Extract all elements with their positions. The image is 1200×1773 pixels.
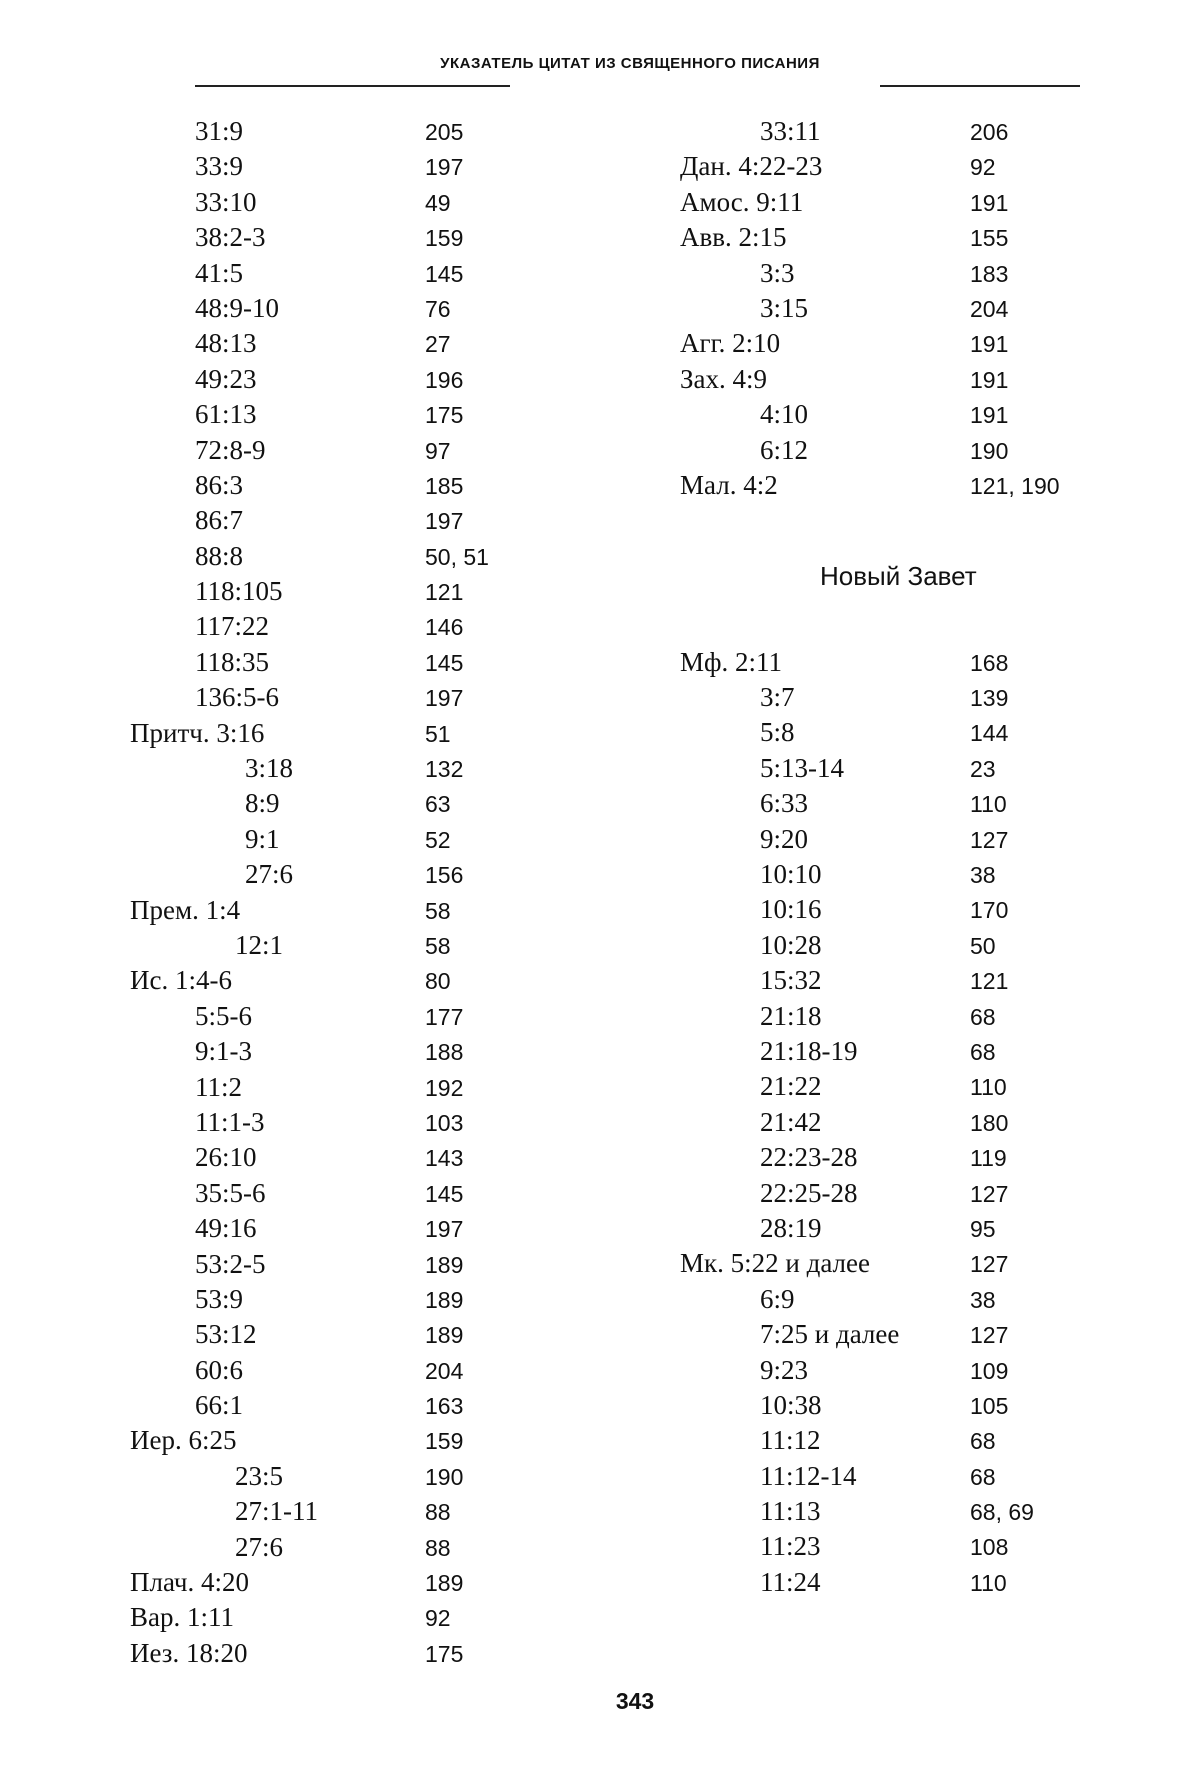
scripture-reference: 12:1 <box>235 929 284 960</box>
scripture-reference: 48:9-10 <box>195 292 279 323</box>
page-reference: 80 <box>425 968 451 995</box>
page-reference: 155 <box>970 225 1009 252</box>
page-reference: 132 <box>425 756 464 783</box>
page-reference: 180 <box>970 1109 1009 1136</box>
scripture-reference: 11:12-14 <box>760 1460 857 1491</box>
index-entry <box>130 293 550 328</box>
index-entry <box>680 435 1100 470</box>
page-reference: 50, 51 <box>425 543 489 570</box>
index-entry <box>680 753 1100 788</box>
scripture-reference: 5:5-6 <box>195 1000 252 1031</box>
scripture-reference: 21:18-19 <box>760 1035 858 1066</box>
page-reference: 170 <box>970 897 1009 924</box>
scripture-reference: Амос. 9:11 <box>680 186 804 217</box>
scripture-reference: 136:5-6 <box>195 682 279 713</box>
new-testament-entries <box>680 647 1100 1603</box>
page-reference: 119 <box>970 1145 1007 1172</box>
scripture-reference: 21:22 <box>760 1071 822 1102</box>
scripture-reference: 26:10 <box>195 1142 257 1173</box>
page-reference: 185 <box>425 472 464 499</box>
scripture-reference: 9:20 <box>760 823 809 854</box>
scripture-reference: 9:1-3 <box>195 1036 252 1067</box>
scripture-reference: Дан. 4:22-23 <box>680 151 823 182</box>
page-reference: 159 <box>425 1428 464 1455</box>
page-reference: 68 <box>970 1003 996 1030</box>
scripture-reference: Мф. 2:11 <box>680 646 783 677</box>
index-entry <box>680 1531 1100 1566</box>
index-entry <box>680 1213 1100 1248</box>
page-reference: 143 <box>425 1145 464 1172</box>
index-entry <box>130 1496 550 1531</box>
page-reference: 92 <box>970 154 996 181</box>
page-reference: 156 <box>425 862 464 889</box>
index-entry <box>130 399 550 434</box>
scripture-reference: 7:25 и далее <box>760 1319 900 1350</box>
page-reference: 105 <box>970 1392 1009 1419</box>
page-reference: 144 <box>970 720 1009 747</box>
index-entry <box>680 222 1100 257</box>
index-entry <box>130 611 550 646</box>
page-reference: 127 <box>970 1322 1009 1349</box>
page-reference: 121 <box>425 579 464 606</box>
scripture-reference: Ис. 1:4-6 <box>130 965 232 996</box>
page-reference: 159 <box>425 225 464 252</box>
scripture-reference: 11:13 <box>760 1496 821 1527</box>
page-reference: 192 <box>425 1074 464 1101</box>
page-reference: 191 <box>970 189 1009 216</box>
index-entry <box>680 930 1100 965</box>
page-reference: 76 <box>425 295 451 322</box>
scripture-reference: 27:6 <box>245 859 294 890</box>
scripture-reference: 41:5 <box>195 257 244 288</box>
page-reference: 88 <box>425 1499 451 1526</box>
page-reference: 110 <box>970 791 1007 818</box>
index-entry <box>130 222 550 257</box>
page-reference: 68 <box>970 1428 996 1455</box>
index-entry <box>130 1072 550 1107</box>
scripture-reference: Вар. 1:11 <box>130 1602 234 1633</box>
page-reference: 163 <box>425 1393 464 1420</box>
scripture-reference: 86:3 <box>195 469 244 500</box>
index-entry <box>130 1532 550 1567</box>
index-entry <box>680 293 1100 328</box>
page-reference: 197 <box>425 154 464 181</box>
page-reference: 197 <box>425 508 464 535</box>
scripture-reference: 118:105 <box>195 576 283 607</box>
header-title: УКАЗАТЕЛЬ ЦИТАТ ИЗ СВЯЩЕННОГО ПИСАНИЯ <box>440 55 820 72</box>
index-entry <box>680 1461 1100 1496</box>
index-entry <box>680 894 1100 929</box>
scripture-reference: 8:9 <box>245 788 280 819</box>
index-entry <box>130 718 550 753</box>
scripture-reference: 6:12 <box>760 434 809 465</box>
scripture-reference: 4:10 <box>760 399 809 430</box>
scripture-reference: 22:25-28 <box>760 1177 858 1208</box>
running-header <box>0 55 1200 95</box>
index-entry <box>130 328 550 363</box>
page-reference: 27 <box>425 331 451 358</box>
index-entry <box>130 1425 550 1460</box>
index-entry <box>680 824 1100 859</box>
index-entry <box>130 1390 550 1425</box>
page-reference: 139 <box>970 685 1009 712</box>
scripture-reference: 28:19 <box>760 1212 822 1243</box>
page-number: 343 <box>615 1688 655 1714</box>
page-reference: 197 <box>425 1216 464 1243</box>
scripture-reference: 53:9 <box>195 1283 244 1314</box>
page-reference: 58 <box>425 897 451 924</box>
section-heading: Новый Завет <box>820 560 977 591</box>
page-reference: 191 <box>970 402 1009 429</box>
index-entry <box>130 1213 550 1248</box>
scripture-reference: 23:5 <box>235 1460 284 1491</box>
scripture-reference: 88:8 <box>195 540 244 571</box>
scripture-reference: Агг. 2:10 <box>680 328 781 359</box>
scripture-reference: 33:10 <box>195 186 257 217</box>
page-reference: 175 <box>425 1640 464 1667</box>
index-entry <box>130 116 550 151</box>
index-entry <box>130 505 550 540</box>
index-entry <box>680 187 1100 222</box>
index-entry <box>680 1284 1100 1319</box>
index-entry <box>680 364 1100 399</box>
index-entry <box>680 1036 1100 1071</box>
scripture-reference: 5:13-14 <box>760 752 844 783</box>
header-rule-right <box>880 85 1080 87</box>
page-reference: 189 <box>425 1251 464 1278</box>
page-reference: 110 <box>970 1074 1007 1101</box>
scripture-reference: 11:2 <box>195 1071 242 1102</box>
scripture-reference: 5:8 <box>760 717 795 748</box>
index-entry <box>130 1142 550 1177</box>
index-entry <box>130 965 550 1000</box>
page-reference: 92 <box>425 1605 451 1632</box>
scripture-reference: 60:6 <box>195 1354 244 1385</box>
page-reference: 127 <box>970 826 1009 853</box>
scripture-reference: 53:12 <box>195 1319 257 1350</box>
scripture-reference: Плач. 4:20 <box>130 1567 249 1598</box>
scripture-reference: Притч. 3:16 <box>130 717 265 748</box>
scripture-reference: 11:1-3 <box>195 1106 265 1137</box>
index-entry <box>130 1355 550 1390</box>
page-reference: 205 <box>425 119 464 145</box>
page-reference: 38 <box>970 862 996 889</box>
page-reference: 189 <box>425 1286 464 1313</box>
index-entry <box>130 187 550 222</box>
page-reference: 58 <box>425 932 451 959</box>
page-reference: 190 <box>970 437 1009 464</box>
scripture-reference: 3:3 <box>760 257 795 288</box>
scripture-reference: 6:33 <box>760 788 809 819</box>
index-entry <box>130 435 550 470</box>
page-reference: 68 <box>970 1038 996 1065</box>
page-reference: 50 <box>970 932 996 959</box>
index-entry <box>130 1284 550 1319</box>
page-reference: 68, 69 <box>970 1499 1034 1526</box>
scripture-reference: 48:13 <box>195 328 257 359</box>
scripture-reference: 10:16 <box>760 894 822 925</box>
index-entry <box>130 1178 550 1213</box>
index-entry <box>680 1178 1100 1213</box>
index-entry <box>130 930 550 965</box>
scripture-reference: 15:32 <box>760 965 822 996</box>
left-column <box>130 116 550 1673</box>
index-entry <box>130 1249 550 1284</box>
scripture-reference: 11:23 <box>760 1531 821 1562</box>
page-reference: 145 <box>425 1180 464 1207</box>
index-entry <box>680 1355 1100 1390</box>
page-reference: 95 <box>970 1215 996 1242</box>
index-entry <box>680 682 1100 717</box>
index-entry <box>680 1496 1100 1531</box>
page-reference: 196 <box>425 366 464 393</box>
scripture-reference: Иер. 6:25 <box>130 1425 237 1456</box>
scripture-reference: 38:2-3 <box>195 222 266 253</box>
old-testament-continuation <box>680 116 1100 505</box>
index-entry <box>680 859 1100 894</box>
right-column <box>680 116 1100 1602</box>
scripture-reference: 10:28 <box>760 929 822 960</box>
page-reference: 191 <box>970 331 1009 358</box>
page-reference: 145 <box>425 649 464 676</box>
page-reference: 189 <box>425 1322 464 1349</box>
scripture-reference: 118:35 <box>195 646 269 677</box>
index-entry <box>680 1071 1100 1106</box>
index-entry <box>680 1319 1100 1354</box>
scripture-reference: 11:24 <box>760 1566 821 1597</box>
index-entry <box>130 1107 550 1142</box>
scripture-reference: 49:23 <box>195 363 257 394</box>
index-entry <box>130 859 550 894</box>
scripture-reference: 22:23-28 <box>760 1142 858 1173</box>
index-entry <box>130 788 550 823</box>
index-entry <box>680 717 1100 752</box>
scripture-reference: 6:9 <box>760 1283 795 1314</box>
scripture-reference: 33:9 <box>195 151 244 182</box>
index-entry <box>680 1248 1100 1283</box>
page-reference: 51 <box>425 720 451 747</box>
index-entry <box>130 576 550 611</box>
scripture-reference: 61:13 <box>195 399 257 430</box>
scripture-reference: 10:10 <box>760 859 822 890</box>
scripture-reference: 35:5-6 <box>195 1177 266 1208</box>
index-entry <box>130 824 550 859</box>
scripture-reference: Мк. 5:22 и далее <box>680 1248 870 1279</box>
page-reference: 183 <box>970 260 1009 287</box>
page-reference: 190 <box>425 1463 464 1490</box>
scripture-reference: 27:1-11 <box>235 1496 318 1527</box>
index-entry <box>680 647 1100 682</box>
index-entry <box>130 647 550 682</box>
page-reference: 145 <box>425 260 464 287</box>
index-entry <box>680 1001 1100 1036</box>
page-reference: 189 <box>425 1570 464 1597</box>
scripture-reference: 3:18 <box>245 753 294 784</box>
page-reference: 206 <box>970 119 1009 145</box>
scripture-reference: Мал. 4:2 <box>680 469 778 500</box>
page-reference: 103 <box>425 1109 464 1136</box>
scripture-reference: 117:22 <box>195 611 269 642</box>
scripture-reference: 31:9 <box>195 116 244 146</box>
index-entry <box>680 116 1100 151</box>
index-entry <box>680 328 1100 363</box>
index-entry <box>680 1425 1100 1460</box>
scripture-reference: 9:23 <box>760 1354 809 1385</box>
scripture-reference: 27:6 <box>235 1531 284 1562</box>
scripture-reference: 33:11 <box>760 116 821 146</box>
index-entry <box>130 1001 550 1036</box>
index-entry <box>680 1567 1100 1602</box>
page-reference: 88 <box>425 1534 451 1561</box>
index-entry <box>130 1461 550 1496</box>
page-reference: 97 <box>425 437 451 464</box>
scripture-reference: Зах. 4:9 <box>680 363 768 394</box>
scripture-reference: Иез. 18:20 <box>130 1637 248 1668</box>
index-entry <box>130 1319 550 1354</box>
index-entry <box>130 470 550 505</box>
scripture-reference: 3:15 <box>760 292 809 323</box>
page-reference: 168 <box>970 649 1009 676</box>
index-entry <box>130 682 550 717</box>
page-reference: 121 <box>970 968 1009 995</box>
page-reference: 188 <box>425 1039 464 1066</box>
page-reference: 121, 190 <box>970 472 1060 499</box>
index-entry <box>680 470 1100 505</box>
scripture-reference: 11:12 <box>760 1425 821 1456</box>
page-reference: 204 <box>970 295 1009 322</box>
scripture-reference: 21:42 <box>760 1106 822 1137</box>
scripture-reference: 3:7 <box>760 682 795 713</box>
page-reference: 68 <box>970 1463 996 1490</box>
page-reference: 108 <box>970 1534 1009 1561</box>
page-reference: 49 <box>425 189 451 216</box>
index-entry <box>130 1036 550 1071</box>
header-rule-left <box>195 85 510 87</box>
page-reference: 23 <box>970 755 996 782</box>
index-entry <box>130 1567 550 1602</box>
page-reference: 38 <box>970 1286 996 1313</box>
page-reference: 175 <box>425 402 464 429</box>
index-entry <box>680 788 1100 823</box>
index-entry <box>130 1602 550 1637</box>
page-reference: 109 <box>970 1357 1009 1384</box>
index-entry <box>680 151 1100 186</box>
new-testament-section <box>680 541 1100 647</box>
index-entry <box>680 1107 1100 1142</box>
page-reference: 110 <box>970 1569 1007 1596</box>
page-reference: 52 <box>425 826 451 853</box>
index-entry <box>130 364 550 399</box>
index-entry <box>680 965 1100 1000</box>
scripture-reference: Прем. 1:4 <box>130 894 241 925</box>
page-reference: 191 <box>970 366 1009 393</box>
index-entry <box>130 895 550 930</box>
index-entry <box>680 399 1100 434</box>
index-entry <box>130 258 550 293</box>
scripture-reference: 49:16 <box>195 1213 257 1244</box>
page-reference: 63 <box>425 791 451 818</box>
index-entry <box>130 151 550 186</box>
scripture-reference: 53:2-5 <box>195 1248 266 1279</box>
index-entry <box>680 1142 1100 1177</box>
page-reference: 127 <box>970 1251 1009 1278</box>
index-entry <box>680 258 1100 293</box>
scripture-reference: 10:38 <box>760 1389 822 1420</box>
page-reference: 127 <box>970 1180 1009 1207</box>
index-entry <box>680 1390 1100 1425</box>
scripture-reference: Авв. 2:15 <box>680 222 787 253</box>
scripture-reference: 21:18 <box>760 1000 822 1031</box>
scripture-reference: 72:8-9 <box>195 434 266 465</box>
section-spacer <box>680 505 1100 540</box>
scripture-reference: 66:1 <box>195 1390 244 1421</box>
scripture-reference: 86:7 <box>195 505 244 536</box>
page-reference: 204 <box>425 1357 464 1384</box>
index-entry <box>130 541 550 576</box>
index-entry <box>130 1638 550 1673</box>
scripture-reference: 9:1 <box>245 823 280 854</box>
page-reference: 177 <box>425 1003 464 1030</box>
page-reference: 197 <box>425 685 464 712</box>
index-entry <box>130 753 550 788</box>
page-reference: 146 <box>425 614 464 641</box>
